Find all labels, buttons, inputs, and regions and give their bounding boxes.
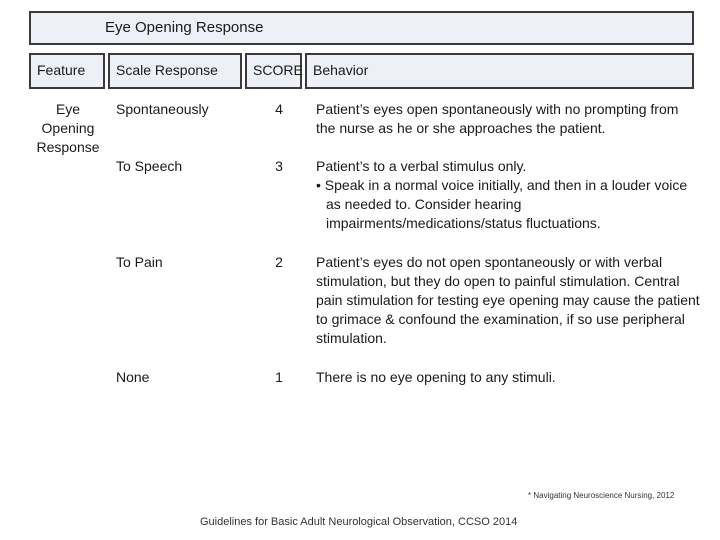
score-3: 3 <box>275 158 283 174</box>
title-bar <box>29 11 694 45</box>
header-scale-response: Scale Response <box>108 53 242 89</box>
footnote <box>528 491 674 500</box>
scale-response-spontaneously: Spontaneously <box>116 101 209 117</box>
feature-line-3: Response <box>36 139 100 155</box>
header-score: SCORE <box>245 53 302 89</box>
footnote-text: Navigating Neuroscience Nursing, 2012 <box>533 491 675 500</box>
feature-line-1: Eye <box>55 101 81 117</box>
scale-response-to-pain: To Pain <box>116 254 163 270</box>
bullet-icon: • <box>316 177 321 193</box>
behavior-spontaneously: Patient’s eyes open spontaneously with no prompting from the nurse as he or she approaches the patient. <box>316 101 679 136</box>
page-title: Eye Opening Response <box>105 19 264 36</box>
score-4: 4 <box>275 101 283 117</box>
score-2: 2 <box>275 254 283 270</box>
score-1: 1 <box>275 369 283 385</box>
behavior-none: There is no eye opening to any stimuli. <box>316 369 556 385</box>
scale-response-none: None <box>116 369 150 385</box>
footnote-mark: * <box>528 491 532 500</box>
footer-citation: Guidelines for Basic Adult Neurological Observation, CCSO 2014 <box>200 516 518 528</box>
header-feature: Feature <box>29 53 105 89</box>
behavior-to-pain: Patient’s eyes do not open spontaneously or with verbal stimulation, but they do open to painful stimulation. Central pain stimulation for testing eye opening may cause the patient to grimace & confound the examination, if so use peripheral stimulation. <box>316 254 700 346</box>
behavior-to-speech <box>316 157 701 233</box>
header-behavior: Behavior <box>305 53 694 89</box>
feature-cell <box>33 100 103 157</box>
behavior-to-speech-text: Patient’s to a verbal stimulus only. <box>316 158 527 174</box>
behavior-to-speech-bullet-item <box>316 176 701 233</box>
scale-response-to-speech: To Speech <box>116 158 183 174</box>
behavior-to-speech-bullet: Speak in a normal voice initially, and then in a louder voice as needed to. Consider hearing impairments/medications/status fluctuations. <box>324 177 688 231</box>
feature-line-2: Opening <box>41 120 95 136</box>
